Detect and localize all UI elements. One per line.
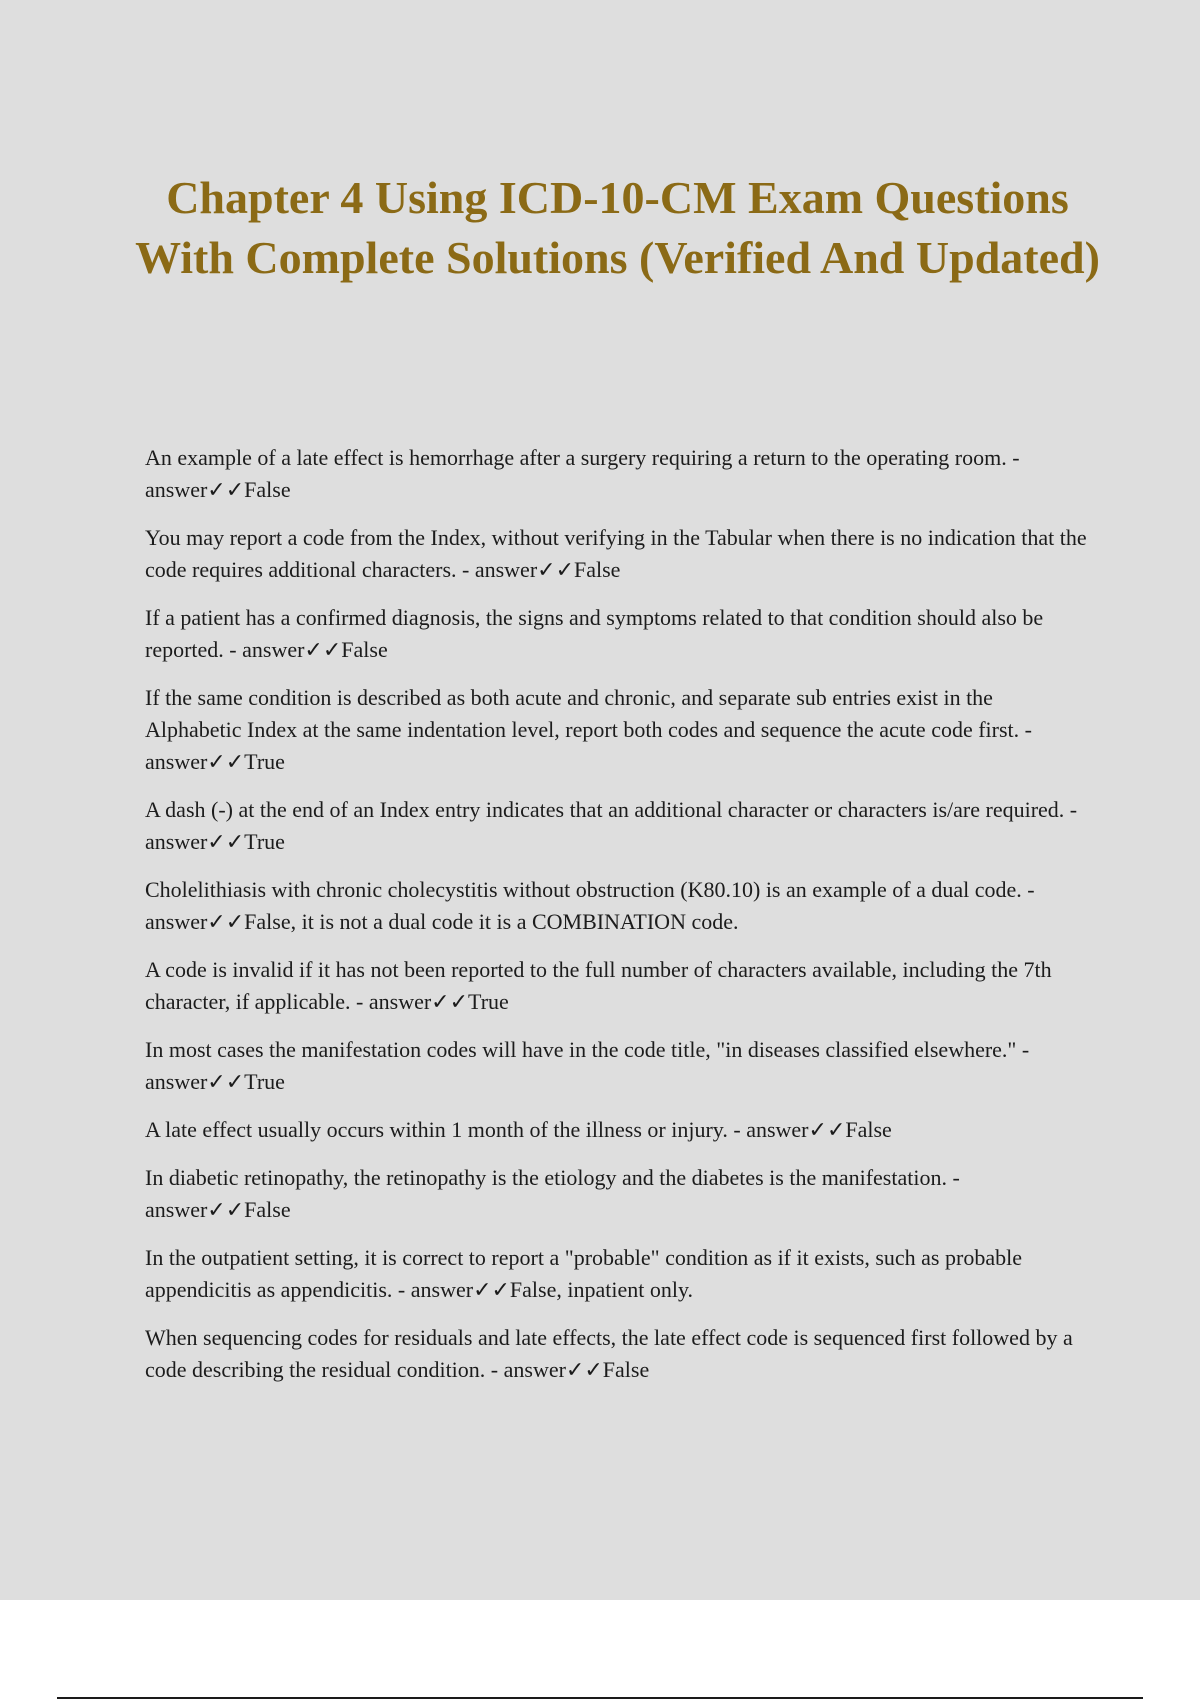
question-answer-item: Cholelithiasis with chronic cholecystitis without obstruction (K80.10) is an example of a dual code. - answer✓✓False, it is not a dual code it is a COMBINATION code.: [145, 877, 1035, 934]
question-answer-item: In the outpatient setting, it is correct to report a "probable" condition as if it exists, such as probable appendicitis as appendicitis. - answer✓✓False, inpatient only.: [145, 1245, 1022, 1302]
question-answer-item: An example of a late effect is hemorrhage after a surgery requiring a return to the operating room. - answer✓✓False: [145, 445, 1020, 502]
question-answer-item: A late effect usually occurs within 1 month of the illness or injury. - answer✓✓False: [145, 1117, 892, 1142]
question-answer-item: In most cases the manifestation codes will have in the code title, "in diseases classified elsewhere." - answer✓✓True: [145, 1037, 1030, 1094]
question-answer-item: A code is invalid if it has not been reported to the full number of characters available, including the 7th character, if applicable. - answer✓✓True: [145, 957, 1052, 1014]
document-title: Chapter 4 Using ICD-10-CM Exam Questions With Complete Solutions (Verified And Updated): [135, 172, 1100, 283]
question-answer-item: When sequencing codes for residuals and late effects, the late effect code is sequenced first followed by a code describing the residual condition. - answer✓✓False: [145, 1325, 1073, 1382]
question-answer-item: In diabetic retinopathy, the retinopathy is the etiology and the diabetes is the manifestation. - answer✓✓False: [145, 1165, 960, 1222]
question-answer-list: [145, 442, 1090, 1402]
question-answer-item: If the same condition is described as both acute and chronic, and separate sub entries exist in the Alphabetic Index at the same indentation level, report both codes and sequence the acute code first. - answer✓✓True: [145, 685, 1032, 774]
question-answer-item: A dash (-) at the end of an Index entry indicates that an additional character or characters is/are required. - answer✓✓True: [145, 797, 1078, 854]
page-divider: [57, 1697, 1143, 1699]
question-answer-item: You may report a code from the Index, without verifying in the Tabular when there is no indication that the code requires additional characters. - answer✓✓False: [145, 525, 1087, 582]
question-answer-item: If a patient has a confirmed diagnosis, the signs and symptoms related to that condition should also be reported. - answer✓✓False: [145, 605, 1044, 662]
